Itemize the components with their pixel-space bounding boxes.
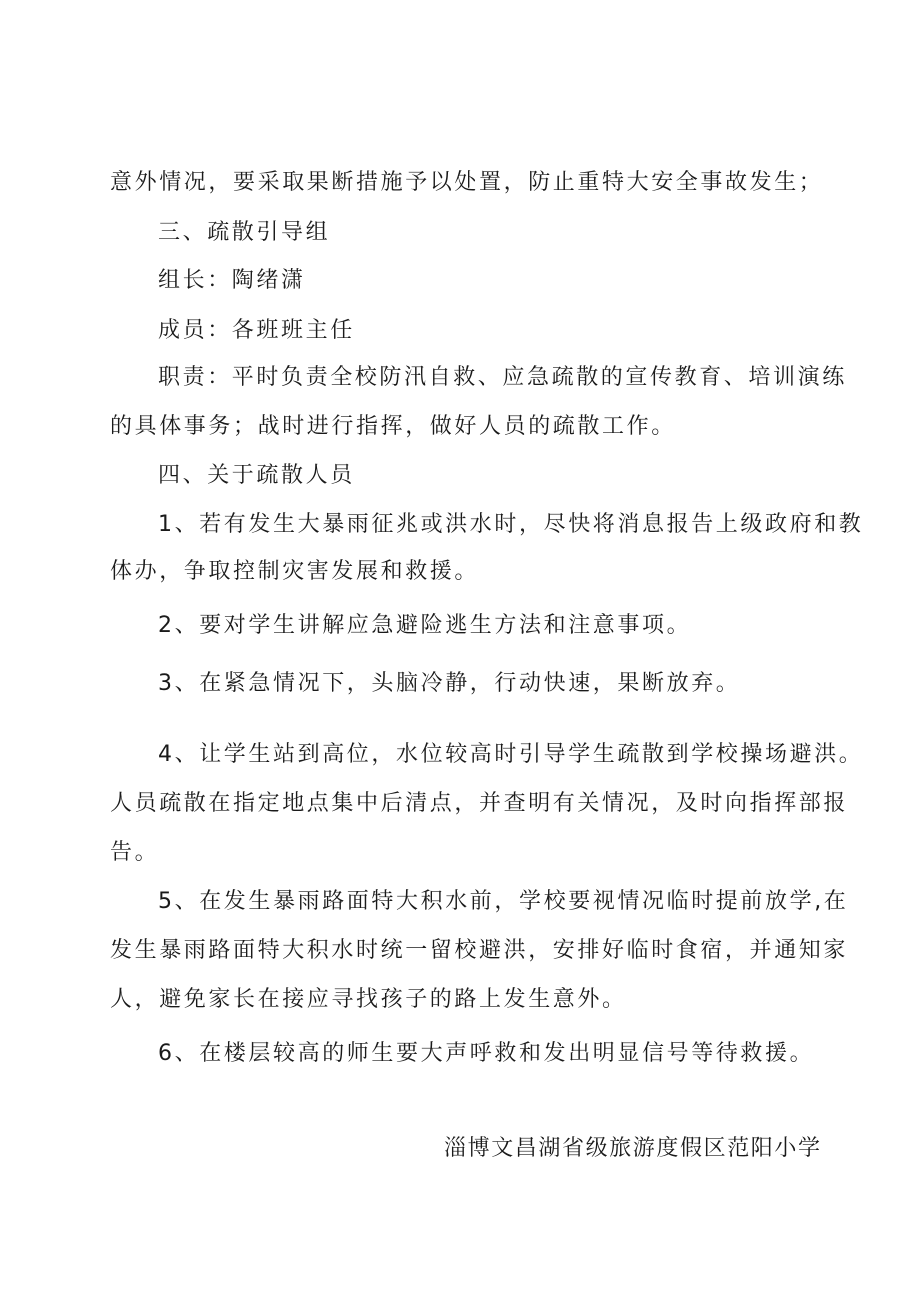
text-line-duties: 职责：平时负责全校防汛自救、应急疏散的宣传教育、培训演练: [158, 365, 847, 390]
section-heading-evacuees: 四、关于疏散人员: [158, 463, 355, 488]
list-item-5: 5、在发生暴雨路面特大积水前，学校要视情况临时提前放学,在: [158, 889, 849, 914]
list-item-3: 3、在紧急情况下，头脑冷静，行动快速，果断放弃。: [158, 671, 741, 696]
text-line: 体办，争取控制灾害发展和救援。: [110, 559, 480, 584]
text-line: 人，避免家长在接应寻找孩子的路上发生意外。: [110, 987, 627, 1012]
list-item-2: 2、要对学生讲解应急避险逃生方法和注意事项。: [158, 613, 692, 638]
list-item-4: 4、让学生站到高位，水位较高时引导学生疏散到学校操场避洪。: [158, 742, 864, 767]
text-line: 意外情况，要采取果断措施予以处置，防止重特大安全事故发生；: [110, 170, 824, 195]
text-line: 的具体事务；战时进行指挥，做好人员的疏散工作。: [110, 414, 676, 439]
text-line: 人员疏散在指定地点集中后清点，并查明有关情况，及时向指挥部报: [110, 791, 849, 816]
text-line-members: 成员：各班班主任: [158, 318, 355, 343]
list-item-6: 6、在楼层较高的师生要大声呼救和发出明显信号等待救援。: [158, 1041, 815, 1066]
text-line: 告。: [110, 840, 160, 865]
text-line: 发生暴雨路面特大积水时统一留校避洪，安排好临时食宿，并通知家: [110, 938, 849, 963]
school-signature: 淄博文昌湖省级旅游度假区范阳小学: [444, 1136, 822, 1161]
section-heading-evacuation-group: 三、疏散引导组: [158, 220, 331, 245]
list-item-1: 1、若有发生大暴雨征兆或洪水时，尽快将消息报告上级政府和教: [158, 512, 864, 537]
text-line-leader: 组长：陶绪潇: [158, 268, 306, 293]
